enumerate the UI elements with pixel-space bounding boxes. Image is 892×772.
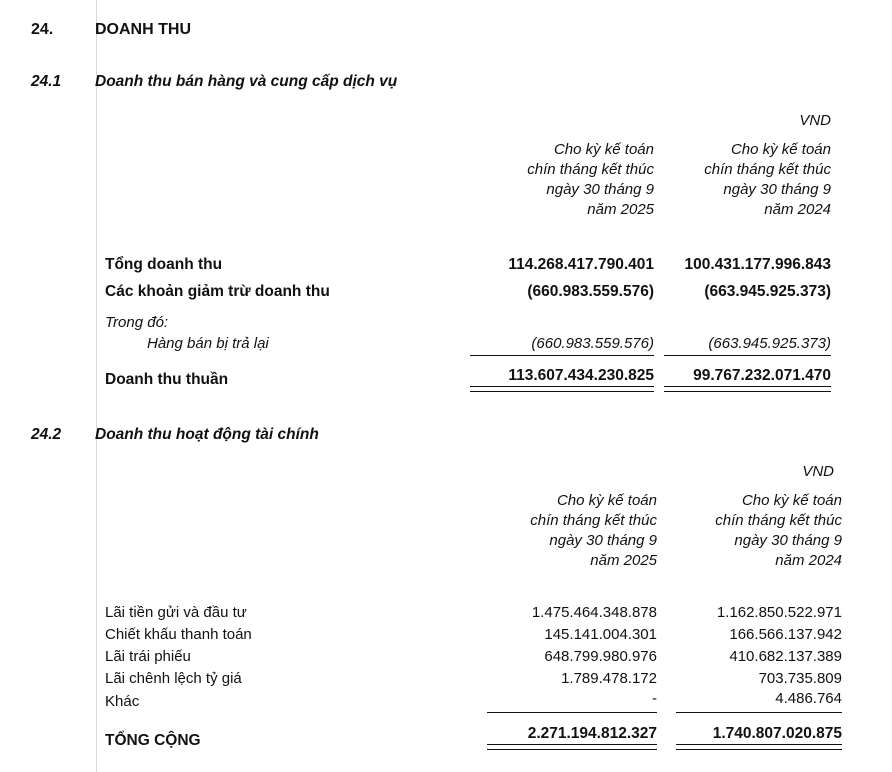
s2-currency-label: VND: [802, 463, 834, 480]
fin-row-label: Khác: [105, 693, 140, 710]
of-which-label: Trong đó:: [105, 314, 169, 331]
s1-currency-label: VND: [799, 112, 831, 129]
s2-column-header-2025: Cho kỳ kế toán chín tháng kết thúc ngày 30 tháng 9 năm 2025: [530, 492, 657, 569]
s1-subtotal-rule-2025: [470, 355, 654, 356]
s2-column-header-2024: Cho kỳ kế toán chín tháng kết thúc ngày 30 tháng 9 năm 2024: [715, 492, 842, 569]
s2-total-double-rule-2024: [676, 744, 842, 750]
fin-row-value-2025: 648.799.980.976: [544, 648, 657, 665]
subsection-1-number: 24.1: [31, 73, 62, 90]
deductions-2025: (660.983.559.576): [527, 283, 654, 300]
sales-returns-2025: (660.983.559.576): [531, 335, 654, 352]
s2-total-double-rule-2025: [487, 744, 657, 750]
sales-returns-2024: (663.945.925.373): [708, 335, 831, 352]
fin-row-value-2024: 1.162.850.522.971: [716, 604, 842, 621]
fin-row-value-2024: 4.486.764: [775, 690, 842, 707]
s2-subtotal-rule-2024: [676, 712, 842, 713]
row-label-sales-returns: Hàng bán bị trả lại: [147, 335, 269, 352]
row-label-grand-total: TỔNG CỘNG: [105, 732, 201, 749]
fin-row-label: Lãi trái phiếu: [105, 648, 191, 665]
deductions-2024: (663.945.925.373): [704, 283, 831, 300]
s1-column-header-2025: Cho kỳ kế toán chín tháng kết thúc ngày 30 tháng 9 năm 2025: [527, 141, 654, 218]
total-revenue-2024: 100.431.177.996.843: [684, 256, 831, 273]
net-revenue-2024: 99.767.232.071.470: [693, 367, 831, 384]
fin-row-value-2025: 145.141.004.301: [544, 626, 657, 643]
fin-row-label: Lãi tiền gửi và đầu tư: [105, 604, 247, 621]
s1-column-header-2024: Cho kỳ kế toán chín tháng kết thúc ngày 30 tháng 9 năm 2024: [704, 141, 831, 218]
grand-total-2025: 2.271.194.812.327: [527, 725, 657, 742]
fin-row-value-2024: 703.735.809: [758, 670, 842, 687]
section-title: DOANH THU: [95, 21, 191, 38]
fin-row-value-2025: 1.475.464.348.878: [531, 604, 657, 621]
s2-subtotal-rule-2025: [487, 712, 657, 713]
fin-row-label: Lãi chênh lệch tỷ giá: [105, 670, 242, 687]
total-revenue-2025: 114.268.417.790.401: [508, 256, 654, 273]
grand-total-2024: 1.740.807.020.875: [712, 725, 842, 742]
subsection-2-number: 24.2: [31, 426, 62, 443]
subsection-2-title: Doanh thu hoạt động tài chính: [95, 426, 319, 443]
fin-row-value-2024: 410.682.137.389: [729, 648, 842, 665]
fin-row-label: Chiết khấu thanh toán: [105, 626, 252, 643]
row-label-net-revenue: Doanh thu thuần: [105, 371, 229, 388]
page-margin-line: [96, 0, 97, 772]
subsection-1-title: Doanh thu bán hàng và cung cấp dịch vụ: [95, 73, 398, 90]
net-revenue-2025: 113.607.434.230.825: [508, 367, 654, 384]
s1-subtotal-rule-2024: [664, 355, 831, 356]
section-number: 24.: [31, 21, 54, 38]
row-label-total-revenue: Tổng doanh thu: [105, 256, 223, 273]
row-label-deductions: Các khoản giảm trừ doanh thu: [105, 283, 330, 300]
fin-row-value-2024: 166.566.137.942: [729, 626, 842, 643]
fin-row-value-2025: -: [652, 690, 657, 707]
s1-total-double-rule-2025: [470, 386, 654, 392]
s1-total-double-rule-2024: [664, 386, 831, 392]
fin-row-value-2025: 1.789.478.172: [561, 670, 657, 687]
